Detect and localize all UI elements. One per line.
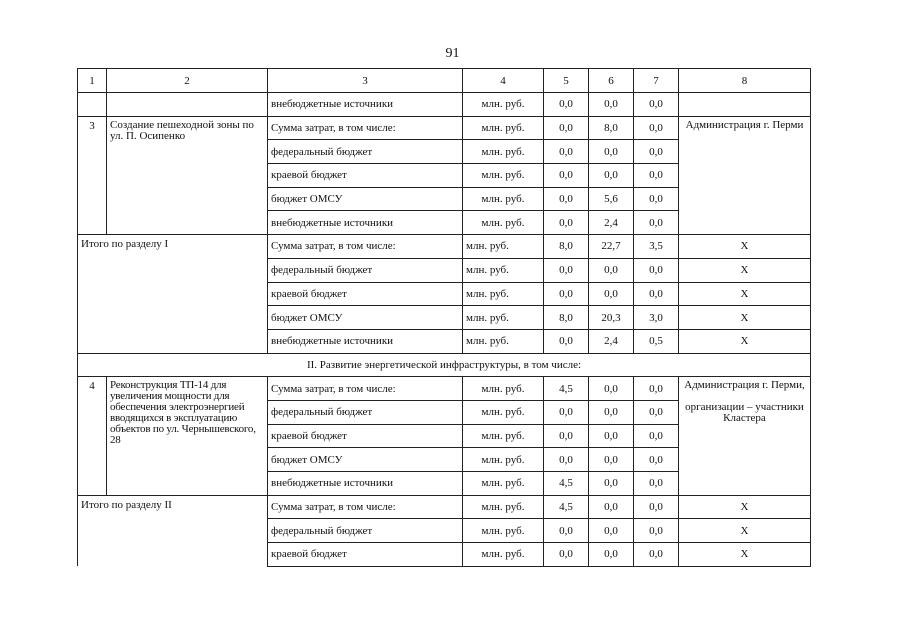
value-cell: 0,0	[544, 93, 589, 117]
table-row	[78, 377, 811, 401]
value-cell: 2,4	[589, 211, 634, 235]
category-label: бюджет ОМСУ	[268, 448, 463, 472]
unit-cell: млн. руб.	[463, 329, 544, 353]
value-cell: 0,0	[634, 116, 679, 140]
budget-table	[77, 68, 811, 567]
unit-cell: млн. руб.	[463, 306, 544, 330]
value-cell: 8,0	[544, 235, 589, 259]
value-cell: 0,0	[634, 164, 679, 188]
unit-cell: млн. руб.	[463, 519, 544, 543]
value-cell: 0,0	[544, 258, 589, 282]
header-cell: 7	[634, 69, 679, 93]
unit-cell: млн. руб.	[463, 472, 544, 496]
category-label: бюджет ОМСУ	[268, 306, 463, 330]
executor-line: организации – участники Кластера	[685, 401, 804, 425]
category-label: краевой бюджет	[268, 424, 463, 448]
value-cell: 4,5	[544, 472, 589, 496]
value-cell: 3,5	[634, 235, 679, 259]
value-cell: 0,0	[589, 377, 634, 401]
value-cell: 0,0	[544, 543, 589, 567]
x-mark: X	[679, 235, 811, 259]
value-cell: 0,0	[634, 140, 679, 164]
value-cell: 0,0	[544, 187, 589, 211]
value-cell: 0,0	[589, 93, 634, 117]
x-mark: X	[679, 258, 811, 282]
category-label: Сумма затрат, в том числе:	[268, 377, 463, 401]
value-cell: 3,0	[634, 306, 679, 330]
section-heading: II. Развитие энергетической инфраструктуры, в том числе:	[78, 353, 811, 377]
unit-cell: млн. руб.	[463, 116, 544, 140]
unit-cell: млн. руб.	[463, 211, 544, 235]
header-cell: 3	[268, 69, 463, 93]
value-cell: 0,0	[544, 519, 589, 543]
category-label: федеральный бюджет	[268, 400, 463, 424]
header-cell: 5	[544, 69, 589, 93]
value-cell: 0,0	[589, 164, 634, 188]
category-label: внебюджетные источники	[268, 211, 463, 235]
value-cell: 0,0	[544, 424, 589, 448]
category-label: краевой бюджет	[268, 164, 463, 188]
item-name: Реконструкция ТП-14 для увеличения мощности для обеспечения электроэнергией вводящихся в эксплуатацию объектов по ул. Чернышевского, 28	[107, 377, 268, 495]
unit-cell: млн. руб.	[463, 543, 544, 567]
unit-cell: млн. руб.	[463, 495, 544, 519]
section-total-title: Итого по разделу II	[78, 495, 268, 566]
value-cell: 2,4	[589, 329, 634, 353]
table-row	[78, 116, 811, 140]
category-label: Сумма затрат, в том числе:	[268, 495, 463, 519]
unit-cell: млн. руб.	[463, 187, 544, 211]
unit-cell: млн. руб.	[463, 377, 544, 401]
category-label: Сумма затрат, в том числе:	[268, 235, 463, 259]
category-label: федеральный бюджет	[268, 519, 463, 543]
category-label: краевой бюджет	[268, 282, 463, 306]
unit-cell: млн. руб.	[463, 448, 544, 472]
value-cell: 0,0	[634, 543, 679, 567]
header-cell: 1	[78, 69, 107, 93]
x-mark: X	[679, 519, 811, 543]
executor-cell: Администрация г. Перми	[679, 116, 811, 234]
header-cell: 6	[589, 69, 634, 93]
table-row	[78, 93, 811, 117]
category-label: краевой бюджет	[268, 543, 463, 567]
item-number: 3	[78, 116, 107, 234]
section-heading-row	[78, 353, 811, 377]
section-total-title: Итого по разделу I	[78, 235, 268, 353]
value-cell: 0,0	[544, 164, 589, 188]
unit-cell: млн. руб.	[463, 424, 544, 448]
value-cell: 0,0	[544, 282, 589, 306]
value-cell: 0,0	[544, 448, 589, 472]
value-cell: 0,0	[634, 187, 679, 211]
value-cell: 0,0	[544, 140, 589, 164]
value-cell: 0,0	[634, 519, 679, 543]
page-number: 91	[445, 46, 460, 61]
value-cell: 0,5	[634, 329, 679, 353]
value-cell: 0,0	[634, 448, 679, 472]
value-cell: 8,0	[544, 306, 589, 330]
value-cell: 0,0	[634, 472, 679, 496]
value-cell: 0,0	[589, 495, 634, 519]
value-cell: 0,0	[634, 211, 679, 235]
value-cell: 0,0	[634, 424, 679, 448]
value-cell: 0,0	[589, 448, 634, 472]
value-cell: 0,0	[589, 400, 634, 424]
executor-line: Администрация г. Перми,	[684, 379, 805, 392]
value-cell: 0,0	[589, 424, 634, 448]
unit-cell: млн. руб.	[463, 164, 544, 188]
value-cell: 0,0	[544, 116, 589, 140]
value-cell: 0,0	[589, 543, 634, 567]
value-cell: 20,3	[589, 306, 634, 330]
value-cell: 0,0	[544, 400, 589, 424]
value-cell: 5,6	[589, 187, 634, 211]
category-label: внебюджетные источники	[268, 472, 463, 496]
value-cell: 22,7	[589, 235, 634, 259]
category-label: федеральный бюджет	[268, 140, 463, 164]
value-cell: 0,0	[589, 258, 634, 282]
value-cell: 0,0	[634, 400, 679, 424]
category-label: внебюджетные источники	[268, 93, 463, 117]
unit-cell: млн. руб.	[463, 400, 544, 424]
category-label: внебюджетные источники	[268, 329, 463, 353]
header-row	[78, 69, 811, 93]
value-cell: 8,0	[589, 116, 634, 140]
item-number: 4	[78, 377, 107, 495]
executor-cell	[679, 377, 811, 495]
value-cell: 4,5	[544, 495, 589, 519]
value-cell: 0,0	[589, 282, 634, 306]
header-cell: 2	[107, 69, 268, 93]
category-label: федеральный бюджет	[268, 258, 463, 282]
value-cell: 0,0	[634, 282, 679, 306]
x-mark: X	[679, 543, 811, 567]
x-mark: X	[679, 282, 811, 306]
value-cell: 0,0	[634, 377, 679, 401]
header-cell: 4	[463, 69, 544, 93]
value-cell: 0,0	[544, 329, 589, 353]
value-cell: 0,0	[589, 519, 634, 543]
unit-cell: млн. руб.	[463, 235, 544, 259]
value-cell: 0,0	[589, 140, 634, 164]
unit-cell: млн. руб.	[463, 282, 544, 306]
unit-cell: млн. руб.	[463, 258, 544, 282]
x-mark: X	[679, 495, 811, 519]
table-row	[78, 495, 811, 519]
value-cell: 4,5	[544, 377, 589, 401]
category-label: бюджет ОМСУ	[268, 187, 463, 211]
value-cell: 0,0	[544, 211, 589, 235]
x-mark: X	[679, 329, 811, 353]
value-cell: 0,0	[589, 472, 634, 496]
item-name: Создание пешеходной зоны по ул. П. Осипенко	[107, 116, 268, 234]
value-cell: 0,0	[634, 93, 679, 117]
value-cell: 0,0	[634, 258, 679, 282]
category-label: Сумма затрат, в том числе:	[268, 116, 463, 140]
x-mark: X	[679, 306, 811, 330]
unit-cell: млн. руб.	[463, 140, 544, 164]
table-row	[78, 235, 811, 259]
unit-cell: млн. руб.	[463, 93, 544, 117]
header-cell: 8	[679, 69, 811, 93]
value-cell: 0,0	[634, 495, 679, 519]
